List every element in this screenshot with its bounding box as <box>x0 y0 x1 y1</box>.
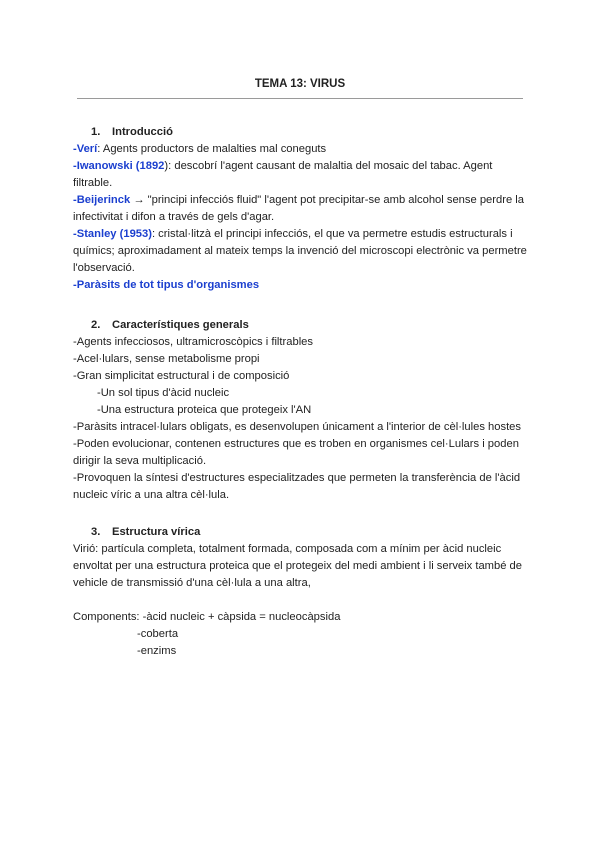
section-heading <box>73 317 528 334</box>
section-heading <box>73 124 528 141</box>
section-title: Introducció <box>112 126 173 138</box>
sub-list-item: -Un sol tipus d'àcid nucleic <box>97 387 230 399</box>
sub-list-item: -Una estructura proteica que protegeix l'AN <box>97 404 312 416</box>
term-stanley: -Stanley (1953) <box>73 228 152 240</box>
section-number: 3. <box>91 526 101 538</box>
text-beijerinck: → "principi infecciós fluid" l'agent pot precipitar-se amb alcohol sense perdre la infectivitat i difon a través de gels d'agar. <box>73 194 524 223</box>
section-title: Característiques generals <box>112 319 249 331</box>
list-item: -Paràsits intracel·lulars obligats, es desenvolupen únicament a l'interior de cèl·lules hostes <box>73 421 521 433</box>
list-item: -Gran simplicitat estructural i de composició <box>73 370 290 382</box>
paragraph-iwanowski <box>73 158 528 192</box>
list-item: -Provoquen la síntesi d'estructures especialitzades que permeten la transferència de l'àcid nucleic víric a una altra cèl·lula. <box>73 472 521 501</box>
section-estructura <box>73 524 528 660</box>
paragraph-veri <box>73 141 528 158</box>
section-title: Estructura vírica <box>112 526 201 538</box>
paragraph-parasits: -Paràsits de tot tipus d'organismes <box>73 279 260 291</box>
section-number: 1. <box>91 126 101 138</box>
term-iwanowski: -Iwanowski (1892 <box>73 160 165 172</box>
component-item: -coberta <box>137 628 179 640</box>
term-beijerinck: -Beijerinck <box>73 194 131 206</box>
title-divider <box>77 98 523 99</box>
text-iwanowski: ): descobrí l'agent causant de malaltia del mosaic del tabac. Agent filtrable. <box>73 160 493 189</box>
section-caracteristiques <box>73 317 528 504</box>
spacer <box>73 592 528 609</box>
text-stanley: : cristal·litzà el principi infecciós, el que va permetre estudis estructurals i químics; aproximadament al mateix temps la invenció del microscopi electrònic va permetre l'observació. <box>73 228 527 274</box>
components-line: Components: -àcid nucleic + càpsida = nucleocàpsida <box>73 611 341 623</box>
list-item: -Acel·lulars, sense metabolisme propi <box>73 353 260 365</box>
component-item: -enzims <box>137 645 177 657</box>
paragraph-virio: Virió: partícula completa, totalment formada, composada com a mínim per àcid nucleic envoltat per una estructura proteica que el protegeix del medi ambient i li serveix també de vehicle de transmissió d'una cèl·lula a una altra, <box>73 543 522 589</box>
text-veri: : Agents productors de malalties mal coneguts <box>97 143 327 155</box>
term-veri: -Verí <box>73 143 98 155</box>
page-title: TEMA 13: VIRUS <box>254 78 346 90</box>
paragraph-beijerinck <box>73 192 528 226</box>
section-number: 2. <box>91 319 101 331</box>
list-item: -Agents infecciosos, ultramicroscòpics i filtrables <box>73 336 313 348</box>
paragraph-stanley <box>73 226 528 277</box>
section-heading <box>73 524 528 541</box>
section-introduccio <box>73 124 528 294</box>
list-item: -Poden evolucionar, contenen estructures que es troben en organismes cel·Lulars i poden dirigir la seva multiplicació. <box>73 438 519 467</box>
